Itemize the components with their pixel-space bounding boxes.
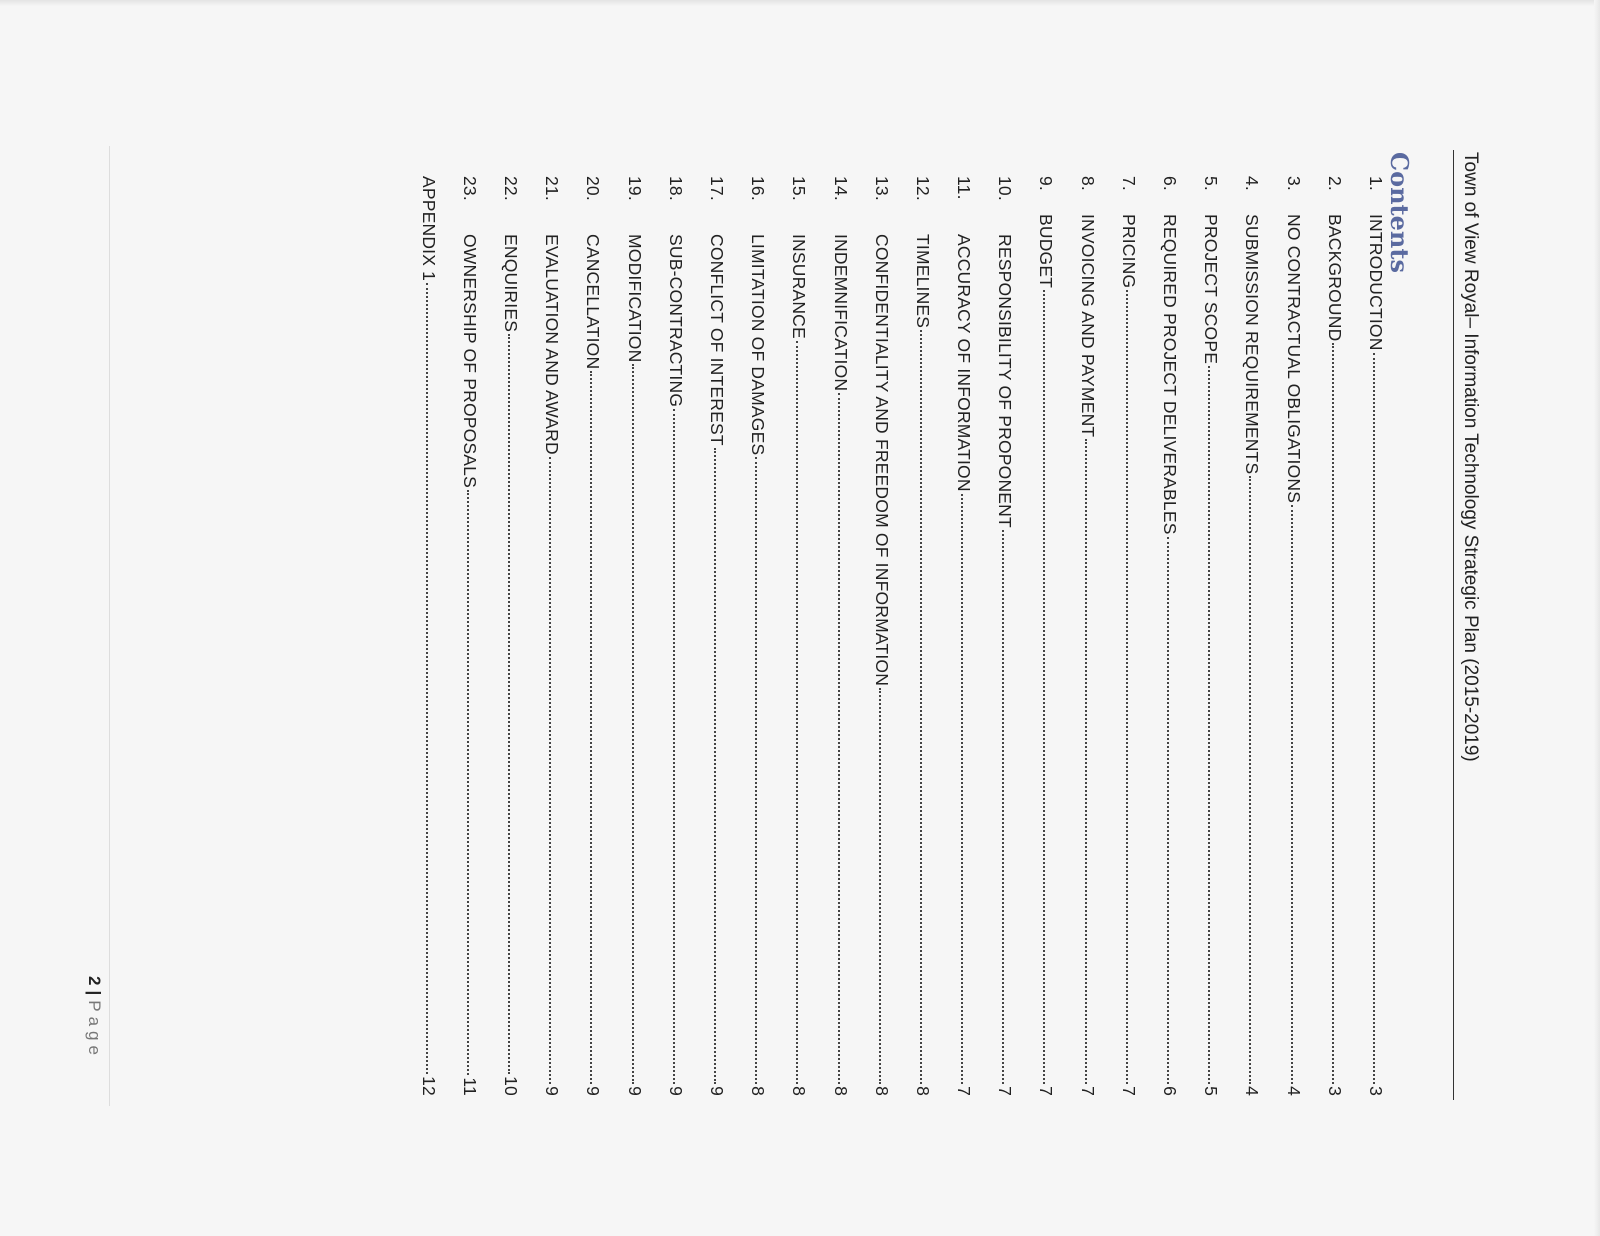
toc-entry-page: 12: [418, 1076, 439, 1096]
toc-entry[interactable]: [1015, 176, 1056, 1096]
toc-entry[interactable]: [1221, 176, 1262, 1096]
toc-dot-leader: [426, 283, 428, 1074]
toc-entry-title: TIMELINES: [912, 234, 933, 329]
toc-dot-leader: [838, 393, 840, 1084]
toc-entry-title: LIMITATION OF DAMAGES: [748, 234, 769, 456]
toc-entry-number: 5.: [1201, 176, 1222, 191]
toc-entry-title: ENQUIRIES: [501, 234, 522, 333]
toc-entry-number: 4.: [1242, 176, 1263, 191]
toc-entry-page: 4: [1283, 1086, 1304, 1096]
toc-dot-leader: [1126, 290, 1128, 1084]
toc-entry-title: MODIFICATION: [624, 234, 645, 363]
toc-dot-leader: [590, 371, 592, 1084]
toc-entry-number: 17.: [707, 176, 727, 201]
toc-entry-title: BACKGROUND: [1324, 214, 1345, 342]
toc-entry-title: NO CONTRACTUAL OBLIGATIONS: [1283, 214, 1304, 504]
toc-entry-page: 9: [542, 1086, 563, 1096]
toc-entry[interactable]: [1180, 176, 1221, 1096]
toc-entry[interactable]: [480, 176, 521, 1096]
toc-dot-leader: [714, 448, 716, 1084]
toc-dot-leader: [549, 457, 551, 1084]
toc-dot-leader: [508, 334, 510, 1074]
toc-entry-number: 8.: [1077, 176, 1098, 191]
toc-dot-leader: [1373, 353, 1375, 1085]
toc-entry-title: BUDGET: [1036, 214, 1057, 289]
toc-entry-page: 7: [995, 1086, 1016, 1096]
table-of-contents: [398, 176, 1387, 1096]
toc-entry-title: INDEMNIFICATION: [830, 234, 851, 392]
toc-entry[interactable]: [562, 176, 603, 1096]
toc-entry-page: 8: [830, 1086, 851, 1096]
toc-entry[interactable]: [768, 176, 809, 1096]
toc-entry-page: 9: [665, 1086, 686, 1096]
toc-entry[interactable]: [974, 176, 1015, 1096]
toc-dot-leader: [1085, 439, 1087, 1084]
toc-dot-leader: [1332, 343, 1334, 1084]
toc-entry-page: 3: [1324, 1086, 1345, 1096]
toc-dot-leader: [1249, 476, 1251, 1084]
toc-entry-number: 7.: [1118, 176, 1139, 191]
toc-entry-page: 9: [583, 1086, 604, 1096]
toc-entry-number: 10.: [995, 176, 1016, 201]
page-footer: [84, 976, 104, 1060]
toc-entry-number: 20.: [583, 176, 604, 201]
toc-entry-page: 5: [1201, 1086, 1222, 1096]
toc-dot-leader: [1167, 537, 1169, 1085]
toc-entry-page: 7: [1118, 1086, 1139, 1096]
toc-heading: Contents: [1385, 152, 1414, 273]
toc-dot-leader: [467, 490, 469, 1075]
toc-entry-title: SUBMISSION REQUIREMENTS: [1242, 214, 1263, 475]
toc-entry-title: INTRODUCTION: [1366, 214, 1386, 351]
toc-entry-number: 19.: [624, 176, 645, 201]
toc-entry-page: 6: [1160, 1086, 1181, 1096]
toc-entry-page: 11: [459, 1077, 480, 1096]
toc-entry-page: 8: [789, 1086, 810, 1096]
toc-entry-number: 22.: [501, 176, 522, 201]
toc-entry[interactable]: [1304, 176, 1345, 1096]
toc-entry-number: 9.: [1036, 176, 1057, 191]
toc-entry-number: 18.: [665, 176, 686, 201]
toc-entry-number: 13.: [871, 176, 892, 201]
toc-entry-page: 8: [748, 1086, 769, 1096]
toc-entry[interactable]: [1262, 176, 1303, 1096]
toc-entry-title: APPENDIX 1: [418, 176, 439, 282]
toc-entry[interactable]: [892, 176, 933, 1096]
toc-entry-page: 4: [1242, 1086, 1263, 1096]
toc-entry-page: 7: [1077, 1086, 1098, 1096]
toc-entry-number: 2.: [1324, 176, 1345, 191]
toc-entry-title: SUB-CONTRACTING: [665, 234, 686, 408]
toc-entry-number: 11.: [954, 176, 975, 200]
toc-entry[interactable]: [933, 176, 974, 1096]
toc-entry-number: 6.: [1160, 176, 1181, 191]
toc-entry-title: INSURANCE: [789, 234, 810, 339]
page-header-title: Town of View Royal– Information Technology Strategic Plan (2015-2019): [1460, 152, 1481, 762]
footer-page-label: Page: [85, 1000, 104, 1060]
toc-dot-leader: [632, 364, 634, 1084]
toc-entry[interactable]: [603, 176, 644, 1096]
toc-entry-page: 9: [624, 1086, 645, 1096]
toc-entry-number: 12.: [912, 176, 933, 201]
toc-entry-number: 16.: [748, 176, 769, 201]
toc-entry[interactable]: [645, 176, 686, 1096]
toc-entry-number: 15.: [789, 176, 810, 201]
toc-entry-title: OWNERSHIP OF PROPOSALS: [459, 234, 480, 488]
toc-dot-leader: [879, 688, 881, 1084]
toc-entry-number: 23.: [459, 176, 480, 201]
toc-entry-title: CANCELLATION: [583, 234, 604, 370]
toc-entry[interactable]: [1139, 176, 1180, 1096]
toc-entry-page: 9: [707, 1086, 727, 1096]
toc-entry[interactable]: [521, 176, 562, 1096]
toc-entry-page: 7: [954, 1086, 975, 1096]
toc-dot-leader: [1002, 530, 1004, 1084]
toc-entry[interactable]: [439, 176, 480, 1096]
footer-rule: [109, 146, 110, 1106]
toc-entry-title: PRICING: [1118, 214, 1139, 289]
toc-entry[interactable]: [1098, 176, 1139, 1096]
toc-entry[interactable]: [851, 176, 892, 1096]
toc-entry[interactable]: [727, 176, 768, 1096]
toc-entry[interactable]: [398, 176, 439, 1096]
toc-entry[interactable]: [1057, 176, 1098, 1096]
toc-entry-title: CONFLICT OF INTEREST: [707, 234, 727, 446]
toc-entry-page: 7: [1036, 1086, 1057, 1096]
header-rule: [1453, 150, 1454, 1100]
toc-dot-leader: [755, 457, 757, 1084]
toc-entry-title: REQUIRED PROJECT DELIVERABLES: [1160, 214, 1181, 535]
toc-dot-leader: [920, 330, 922, 1084]
toc-entry-page: 10: [501, 1076, 522, 1096]
toc-entry-page: 3: [1366, 1086, 1386, 1096]
toc-dot-leader: [1044, 290, 1046, 1084]
toc-dot-leader: [796, 341, 798, 1084]
toc-entry[interactable]: [1345, 176, 1386, 1096]
toc-dot-leader: [961, 494, 963, 1084]
toc-dot-leader: [1291, 505, 1293, 1084]
footer-page-number: 2: [85, 976, 104, 986]
toc-entry[interactable]: [686, 176, 727, 1096]
toc-dot-leader: [1208, 366, 1210, 1084]
toc-entry-title: CONFIDENTIALITY AND FREEDOM OF INFORMATION: [871, 234, 892, 687]
toc-entry-title: PROJECT SCOPE: [1201, 214, 1222, 365]
toc-entry-number: 1.: [1366, 176, 1386, 191]
toc-entry-title: EVALUATION AND AWARD: [542, 234, 563, 455]
toc-entry-title: ACCURACY OF INFORMATION: [954, 234, 975, 492]
toc-entry-title: RESPONSIBILITY OF PROPONENT: [995, 234, 1016, 528]
toc-entry-page: 8: [871, 1086, 892, 1096]
toc-entry-page: 8: [912, 1086, 933, 1096]
toc-entry-number: 21.: [542, 176, 563, 201]
toc-entry[interactable]: [809, 176, 850, 1096]
toc-entry-number: 3.: [1283, 176, 1304, 191]
toc-entry-title: INVOICING AND PAYMENT: [1077, 214, 1098, 438]
toc-entry-number: 14.: [830, 176, 851, 201]
footer-separator: |: [85, 990, 104, 996]
toc-dot-leader: [673, 409, 675, 1084]
